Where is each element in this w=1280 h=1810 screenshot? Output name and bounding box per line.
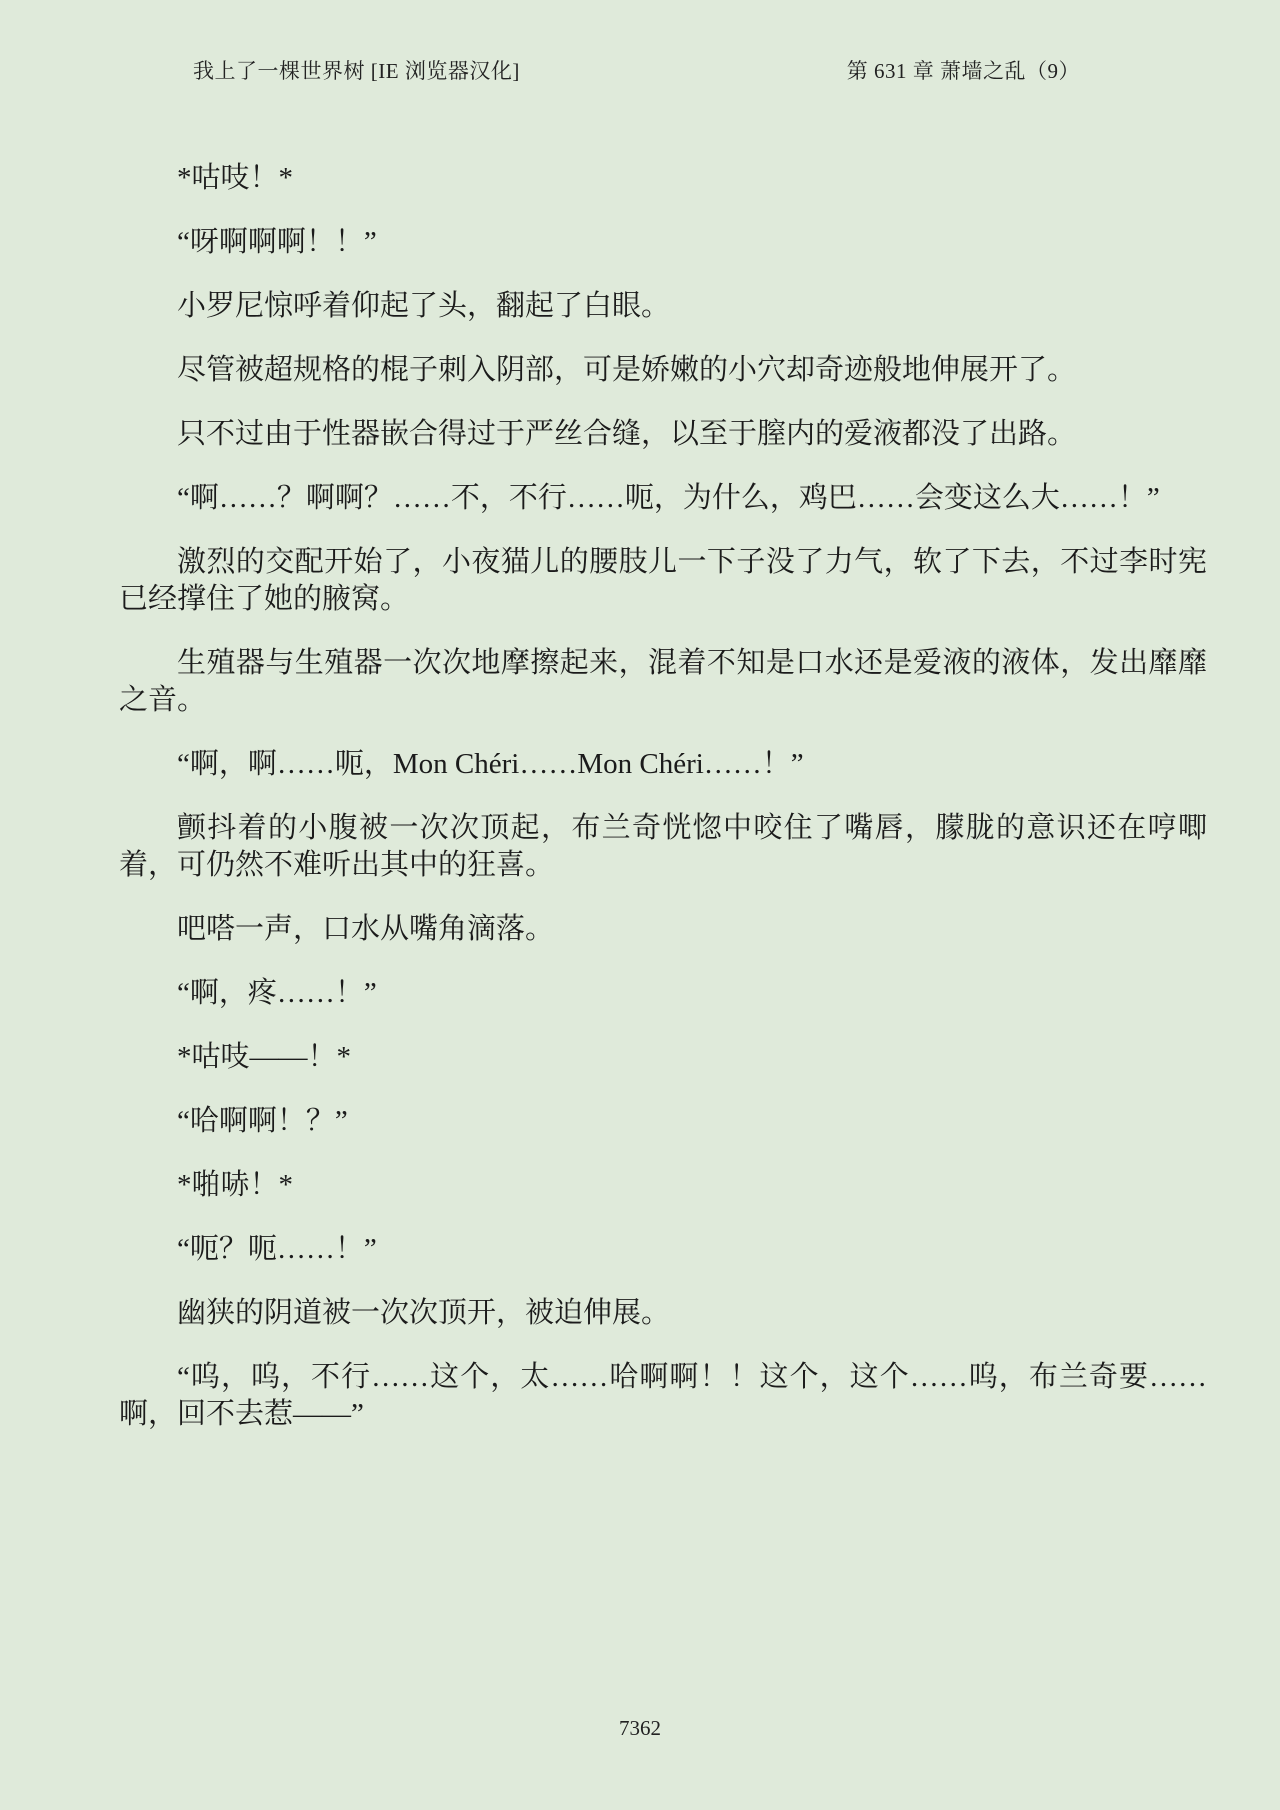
book-title: 我上了一棵世界树 [IE 浏览器汉化] [193,59,520,83]
paragraph: *啪哧！* [177,1169,294,1201]
paragraph: 生殖器与生殖器一次次地摩擦起来，混着不知是口水还是爱液的液体，发出靡靡之音。 [119,647,1207,716]
page-number: 7362 [619,1716,661,1740]
paragraph: “哈啊啊！？” [177,1105,348,1137]
paragraph: 激烈的交配开始了，小夜猫儿的腰肢儿一下子没了力气，软了下去，不过李时宪已经撑住了她的腋窝。 [119,546,1207,615]
paragraph: “啊……？啊啊？……不，不行……呃，为什么，鸡巴……会变这么大……！” [177,482,1160,514]
paragraph: “啊，啊……呃，Mon Chéri……Mon Chéri……！” [177,748,804,780]
paragraph: “呜，呜，不行……这个，太……哈啊啊！！这个，这个……呜，布兰奇要……啊，回不去惹——” [119,1361,1207,1430]
paragraph: 尽管被超规格的棍子刺入阴部，可是娇嫩的小穴却奇迹般地伸展开了。 [177,354,1077,386]
paragraph: “啊，疼……！” [177,977,377,1009]
page-footer [0,1716,1280,1741]
paragraph: 吧嗒一声，口水从嘴角滴落。 [177,913,555,945]
paragraph: *咕吱——！* [177,1041,352,1073]
chapter-text [119,160,1207,1460]
paragraph: “呃？呃……！” [177,1233,377,1265]
paragraph: 颤抖着的小腹被一次次顶起，布兰奇恍惚中咬住了嘴唇，朦胧的意识还在哼唧着，可仍然不难听出其中的狂喜。 [119,812,1207,881]
chapter-title: 第 631 章 萧墙之乱（9） [846,59,1080,83]
paragraph: *咕吱！* [177,162,294,194]
paragraph: “呀啊啊啊！！” [177,226,377,258]
paragraph: 小罗尼惊呼着仰起了头，翻起了白眼。 [177,290,671,322]
paragraph: 只不过由于性器嵌合得过于严丝合缝，以至于膣内的爱液都没了出路。 [177,418,1077,450]
paragraph: 幽狭的阴道被一次次顶开，被迫伸展。 [177,1297,671,1329]
page-header [193,55,1080,85]
